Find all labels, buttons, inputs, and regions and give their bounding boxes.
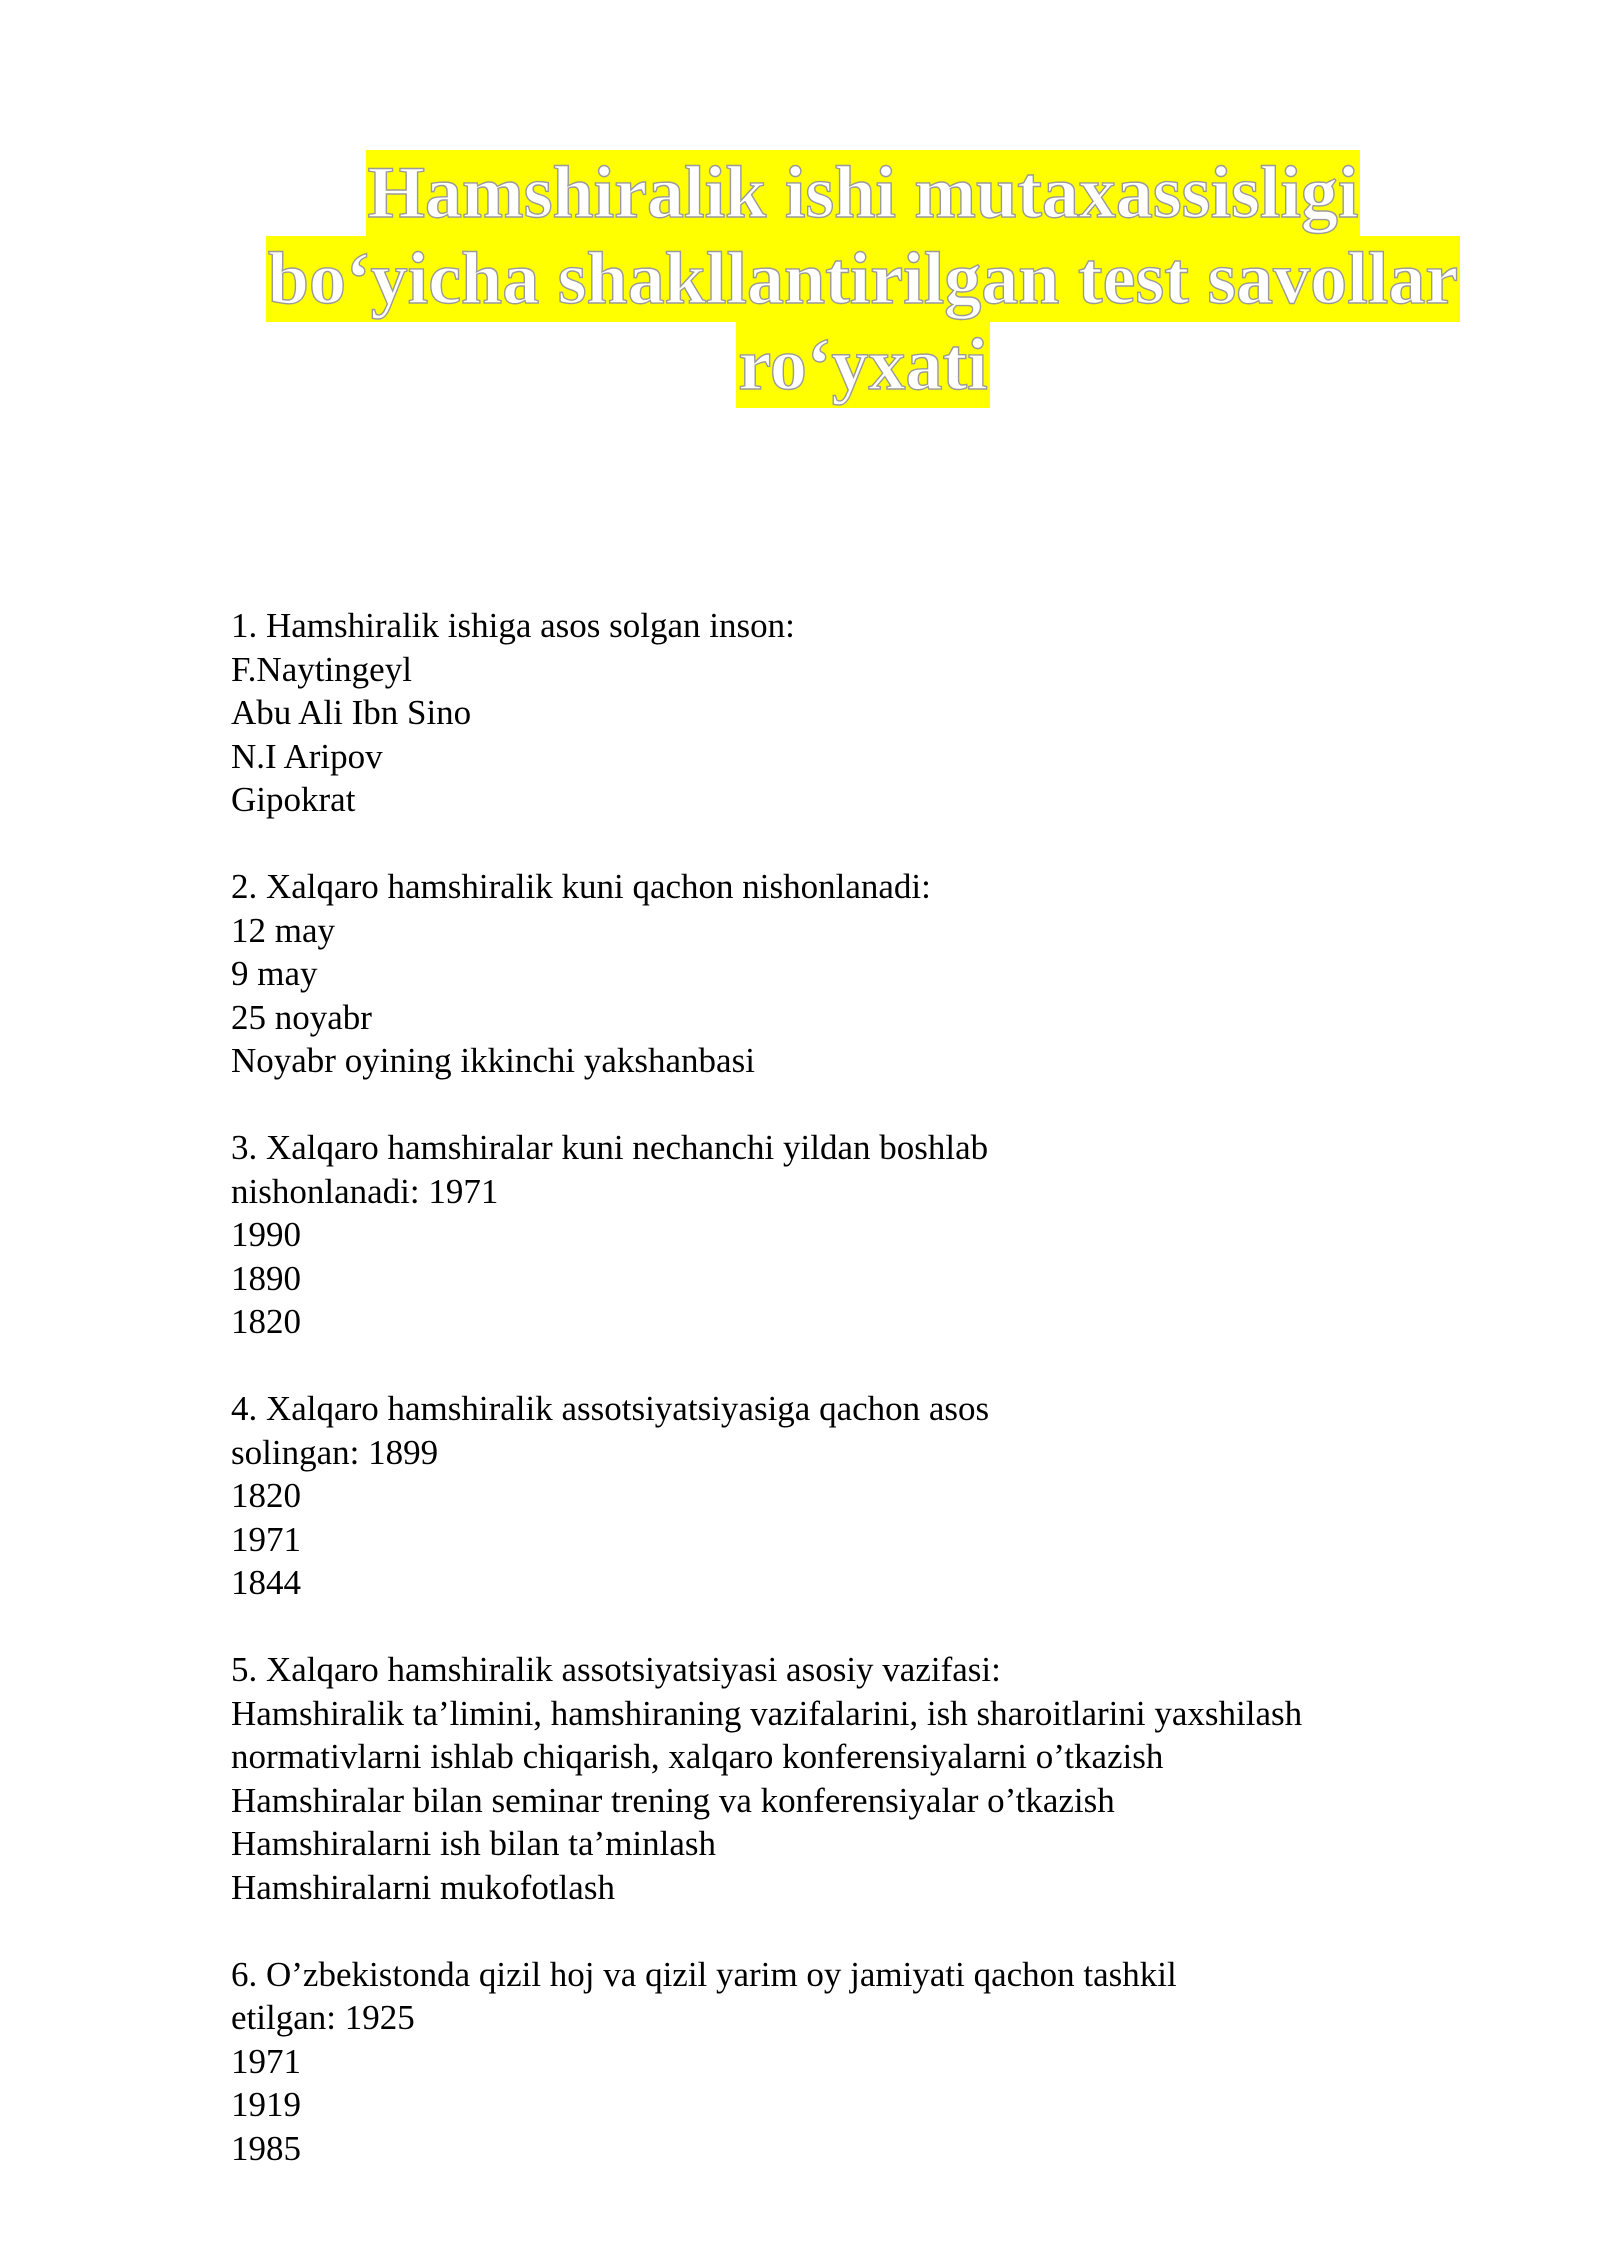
question-5 <box>231 1648 1531 1909</box>
title-line-2: bo‘yicha shakllantirilgan test savollar <box>267 238 1459 320</box>
answer-option: 1971 <box>231 1519 301 1559</box>
question-6 <box>231 1953 1531 2171</box>
answer-option: 1844 <box>231 1563 301 1602</box>
answer-option: Gipokrat <box>231 780 356 819</box>
answer-option: 1919 <box>231 2085 301 2124</box>
question-text: nishonlanadi: 1971 <box>231 1171 499 1211</box>
question-text: 5. Xalqaro hamshiralik assotsiyatsiyasi asosiy vazifasi: <box>231 1650 1001 1689</box>
title-line-3: ro‘yxati <box>738 324 988 406</box>
question-text: 4. Xalqaro hamshiralik assotsiyatsiyasiga qachon asos <box>231 1389 990 1428</box>
document-title <box>0 150 1600 408</box>
answer-option: 9 may <box>231 954 318 993</box>
answer-option: 1820 <box>231 1302 301 1341</box>
answer-option: Abu Ali Ibn Sino <box>231 693 472 732</box>
answer-option: Hamshiralarni mukofotlash <box>231 1867 615 1907</box>
question-text: solingan: 1899 <box>231 1432 439 1472</box>
answer-option: Hamshiralik ta’limini, hamshiraning vazifalarini, ish sharoitlarini yaxshilash <box>231 1693 1303 1733</box>
question-text: 1. Hamshiralik ishiga asos solgan inson: <box>231 606 795 645</box>
question-4 <box>231 1387 1531 1605</box>
answer-option: 25 noyabr <box>231 997 372 1037</box>
question-text: 2. Xalqaro hamshiralik kuni qachon nishonlanadi: <box>231 867 931 906</box>
question-3 <box>231 1126 1531 1344</box>
question-1 <box>231 604 1531 822</box>
answer-option: 1985 <box>231 2128 301 2168</box>
title-line-1: Hamshiralik ishi mutaxassisligi <box>367 152 1359 234</box>
answer-option: 1990 <box>231 1215 301 1254</box>
answer-option: 1820 <box>231 1476 301 1515</box>
answer-option: F.Naytingeyl <box>231 649 412 689</box>
answer-option: 1971 <box>231 2041 301 2081</box>
answer-option: N.I Aripov <box>231 736 383 776</box>
answer-option: Hamshiralarni ish bilan ta’minlash <box>231 1824 717 1863</box>
question-list <box>231 604 1531 2214</box>
question-2 <box>231 865 1531 1083</box>
answer-option: Hamshiralar bilan seminar trening va konferensiyalar o’tkazish <box>231 1780 1115 1820</box>
answer-option: normativlarni ishlab chiqarish, xalqaro konferensiyalarni o’tkazish <box>231 1737 1164 1776</box>
question-text: 6. O’zbekistonda qizil hoj va qizil yarim oy jamiyati qachon tashkil <box>231 1954 1177 1994</box>
answer-option: Noyabr oyining ikkinchi yakshanbasi <box>231 1041 755 1080</box>
answer-option: 1890 <box>231 1258 301 1298</box>
question-text: etilgan: 1925 <box>231 1998 415 2037</box>
question-text: 3. Xalqaro hamshiralar kuni nechanchi yildan boshlab <box>231 1128 989 1167</box>
answer-option: 12 may <box>231 910 336 950</box>
